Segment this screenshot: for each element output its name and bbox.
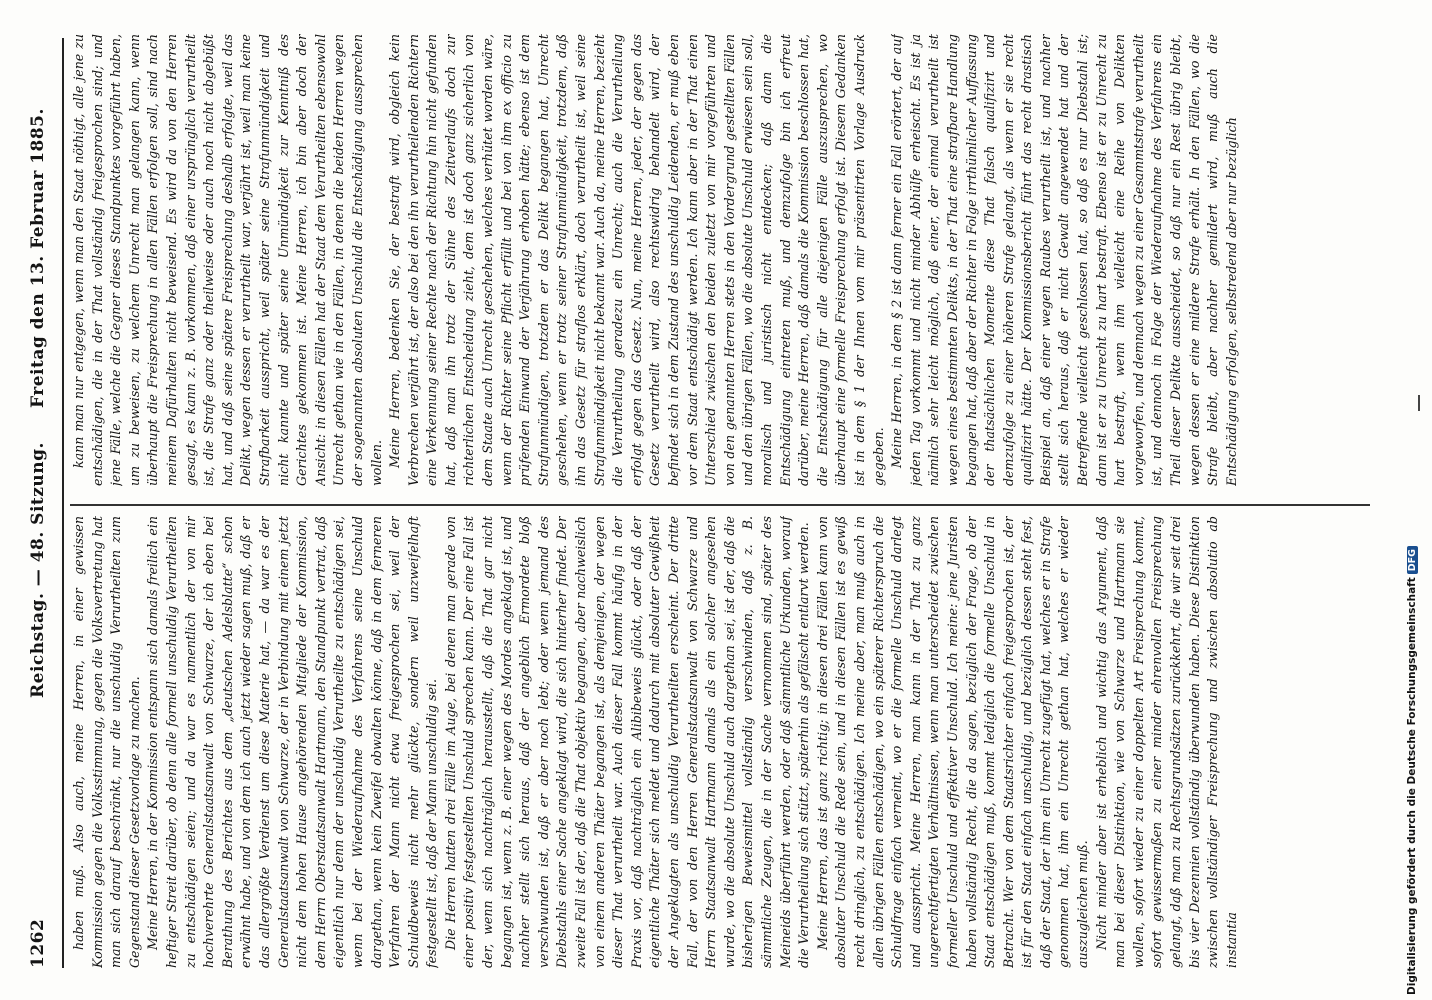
margin-mark <box>1418 395 1420 411</box>
paragraph: Meine Herren, in der Kommission entspann sich damals freilich ein heftiger Streit darüber, ob denn alle formell unschuldig Verurtheilten zu entschädigen seien; und da war es namentlich der von mir hochverehrte Generalstaatsanwalt von Schwarze, der ich eben bei Berathung des Berichtes aus dem „deutschen Adelsblatte“ schon erwähnt habe, und von dem ich auch jetzt wieder sagen muß, daß er das allergrößte Verdienst um diese Materie hat, — da war es der Generalstaatsanwalt von Schwarze, der in Verbindung mit einem jetzt nicht dem hohen Hause angehörenden Mitgliede der Kommission, dem Herrn Oberstaatsanwalt Hartmann, den Standpunkt vertrat, daß eigentlich nur denn der unschuldig Verurtheilte zu entschädigen sei, wenn bei der Wiederaufnahme des Verfahrens seine Unschuld dargethan, wenn kein Zweifel obwalten könne, daß in dem ferneren Verfahren der Mann nicht etwa freigesprochen sei, weil der Schuldbeweis nicht mehr glückte, sondern weil unzweifelhaft festgestellt ist, daß der Mann unschuldig sei. <box>145 516 440 968</box>
session-date: Freitag den 13. Februar 1885. <box>28 108 48 408</box>
dfg-logo-badge: DFG <box>1407 546 1418 574</box>
paragraph: haben muß. Also auch, meine Herren, in einer gewissen Kommission gegen die Volksstimmung, gegen die Volksvertretung hat man sich darauf beschränkt, nur die unschuldig Verurtheilten zum Gegenstand dieser Gesetzvorlage zu machen. <box>71 516 142 968</box>
text-column-left <box>70 516 1375 968</box>
paragraph: Nicht minder aber ist erheblich und wichtig das Argument, daß man bei dieser Distinktion, wie von Schwarze und Hartmann sie wollen, sofort wieder zu einer doppelten Art Freisprechung kommt, sofort gewissermaßen zu einer minder ehrenvollen Freisprechung gelangt, daß man zu Rechtsgrundsätzen zurückkehrt, die wir seit drei bis vier Dezennien vollständig überwunden haben. Diese Distinktion zwischen vollständiger Freisprechung und zwischen absolutio ab instantia <box>1093 516 1239 968</box>
text-column-right <box>70 34 1375 486</box>
running-title: Reichstag. — 48. Sitzung. <box>28 442 48 698</box>
page-number: 1262 <box>28 918 48 968</box>
paragraph: Die Herren hatten drei Fälle im Auge, bei denen man gerade von einer positiv festgestellten Unschuld sprechen kann. Der eine Fall ist der, wenn sich nachträglich herausstellt, daß die That gar nicht begangen ist, wenn z. B. einer wegen des Mordes angeklagt ist, und nachher stellt sich heraus, daß der angeblich Ermordete bloß verschwunden ist, daß er aber noch lebt; oder wenn jemand des Diebstahls einer Sache angeklagt wird, die sich hinterher findet. Der zweite Fall ist der, daß die That objektiv begangen, aber nachweislich von einem anderen Thäter begangen ist, als demjenigen, der wegen dieser That verurtheilt war. Auch dieser Fall kommt häufig in der Praxis vor, daß nachträglich ein Alibibeweis glückt, oder daß der eigentliche Thäter sich meldet und dadurch mit absoluter Gewißheit der Angeklagten als unschuldig Verurtheilten erscheint. Der dritte Fall, der von den Herren Generalstaatsanwalt von Schwarze und Herrn Staatsanwalt Hartmann damals als ein solcher angesehen wurde, wo die absolute Unschuld auch dargethan sei, ist der, daß die bisherigen Beweismittel vollständig verschwinden, daß z. B. sämmtliche Zeugen, die in der Sache vernommen sind, später des Meineids überführt werden, oder daß sämmtliche Urkunden, worauf die Verurtheilung sich stützt, späterhin als gefälscht entlarvt werden. <box>442 516 812 968</box>
header-rule <box>62 38 64 968</box>
paragraph: Meine Herren, in dem § 2 ist dann ferner ein Fall erörtert, der auf jeden Tag vorkommt und nicht minder Abhülfe erheischt. Es ist ja nämlich sehr leicht möglich, daß einer, der einmal verurtheilt ist wegen eines bestimmten Delikts, in der That eine strafbare Handlung begangen hat, daß aber der Richter in Folge irrthümlicher Auffassung der thatsächlichen Momente diese That falsch qualifizirt und demzufolge zu einer höheren Strafe gelangt, als wenn er sie recht qualifizirt hätte. Der Kommissionsbericht führt das recht drastisch Beispiel an, daß einer wegen Raubes verurtheilt ist, und nachher stellt sich heraus, daß er nicht Gewalt angewendet hat und der Betreffende vielleicht geschlossen hat, so daß es nur Diebstahl ist; dann ist er zu Unrecht zu hart bestraft. Ebenso ist er zu Unrecht zu hart bestraft, wenn ihm vielleicht eine Reihe von Delikten vorgeworfen, und demnach wegen zu einer Gesammtstrafe verurtheilt ist, und dennoch in Folge der Wiederaufnahme des Verfahrens ein Theil dieser Delikte ausscheidet, so daß nur ein Rest übrig bleibt, wegen dessen er eine mildere Strafe erhält. In den Fällen, wo die Strafe bleibt, aber nachher gemildert wird, muß auch die Entschädigung erfolgen, selbstredend aber nur bezüglich <box>889 34 1239 486</box>
paragraph: Meine Herren, das ist ganz richtig; in diesen drei Fällen kann von absoluter Unschuld die Rede sein, und in diesen Fällen ist es gewiß recht dringlich, zu entschädigen. Ich meine aber, man muß auch in allen übrigen Fällen entschädigen, wo ein späterer Richterspruch die Schuldfrage einfach verneint, wo er die formelle Unschuld darlegt und ausspricht. Meine Herren, man kann in der That zu ganz ungerechtfertigten Verhältnissen, wenn man unterscheidet zwischen formeller Unschuld und effektiver Unschuld. Ich meine: jene Juristen haben vollständig Recht, die da sagen, bezüglich der Frage, ob der Staat entschädigen muß, kommt lediglich die formelle Unschuld in Betracht. Wer von dem Staatsrichter einfach freigesprochen ist, der ist für den Staat einfach unschuldig, und bezüglich dessen steht fest, daß der Staat, der ihm ein Unrecht zugefügt hat, welches er in Strafe genommen hat, ihm ein Unrecht gethan hat, welches er wieder auszugleichen muß. <box>814 516 1091 968</box>
paragraph: Meine Herren, bedenken Sie, der bestraft wird, obgleich kein Verbrechen verjährt ist, der also bei den ihn verurtheilenden Richtern eine Verkennung seiner Rechte nach der Richtung hin nicht gefunden hat, daß man ihn trotz der Sühne des Zeitverlaufs doch zur richterlichen Entscheidung zieht, dem ist doch ganz sicherlich von dem Staate auch Unrecht geschehen, welches verhütet worden wäre, wenn der Richter seine Pflicht erfüllt und bei von ihm ex officio zu prüfenden Einwand der Verjährung erhoben hätte; ebenso ist dem Strafunmündigen, trotzdem er das Delikt begangen hat, Unrecht geschehen, wenn er trotz seiner Strafunmündigkeit, trotzdem, daß ihn das Gesetz für straflos erklärt, doch verurtheilt ist, weil seine Strafunmündigkeit nicht bekannt war. Auch da, meine Herren, bezieht die Verurtheilung geradezu ein Unrecht; auch die Verurtheilung erfolgt gegen das Gesetz. Nun, meine Herren, jeder, der gegen das Gesetz verurtheilt wird, also rechtswidrig behandelt wird, der befindet sich in dem Zustand des unschuldig Leidenden, er muß eben vor dem Staat entschädigt werden. Ich kann aber in der That einen Unterschied zwischen den beiden zuletzt von mir vorgeführten und von den genannten Herren stets in den Vordergrund gestellten Fällen und den übrigen Fällen, wo die absolute Unschuld erwiesen sein soll, moralisch und juristisch nicht entdecken; daß dann die Entschädigung eintreten muß, und demzufolge bin ich erfreut darüber, meine Herren, daß damals die Kommission beschlossen hat, die Entschädigung für alle diejenigen Fälle auszusprechen, wo überhaupt eine formelle Freisprechung erfolgt ist. Diesem Gedanken ist in dem § 1 der Ihnen vom mir präsentirten Vorlage Ausdruck gegeben. <box>387 34 886 486</box>
paragraph: kann man nur entgegen, wenn man den Staat nöthigt, alle jene zu entschädigen, die in der That vollständig freigesprochen sind; und jene Fälle, welche die Gegner dieses Standpunktes vorgeführt haben, um zu beweisen, zu welchem Unrecht man gelangen kann, wenn überhaupt die Freisprechung in allen Fällen erfolgen soll, sind nach meinem Dafürhalten nicht beweisend. Es wird da von den Herren gesagt, es kann z. B. vorkommen, daß einer ursprünglich verurtheilt ist, die Strafe ganz oder theilweise oder auch noch nicht abgebüßt hat, und daß seine spätere Freisprechung deshalb erfolgte, weil das Delikt, wegen dessen er verurtheilt war, verjährt ist, weil man keine Strafbarkeit ausspricht, weil später seine Strafunmündigkeit und nicht kannte und später seine Unmündigkeit zur Kenntniß des Gerichtes gekommen ist. Meine Herren, ich bin aber doch der Ansicht: in diesen Fällen hat der Staat dem Verurtheilten ebensowohl Unrecht gethan wie in den Fällen, in denen die beiden Herren wegen der sogenannten absoluten Unschuld die Entschädigung aussprechen wollen. <box>71 34 384 486</box>
credit-text: Digitalisierung gefördert durch die Deutsche Forschungsgemeinschaft <box>1406 577 1418 995</box>
credit-line <box>1406 546 1418 995</box>
page-header <box>28 28 58 968</box>
column-divider <box>70 505 1370 507</box>
digitization-credit <box>1404 0 1432 1000</box>
